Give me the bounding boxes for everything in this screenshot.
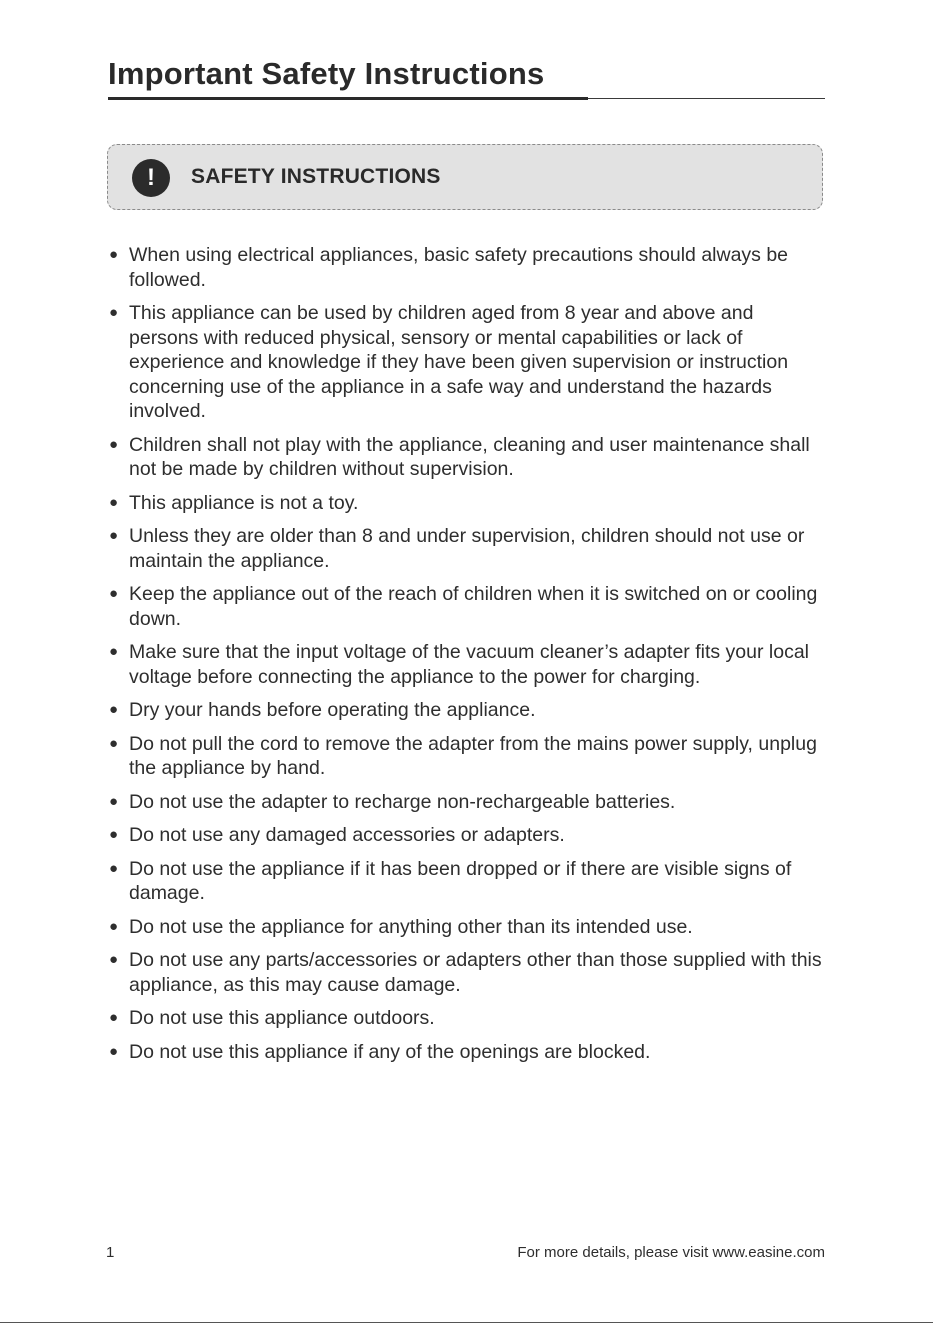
list-item [104, 790, 824, 815]
bullet-icon: ● [109, 1042, 119, 1060]
list-item-text: Do not use the adapter to recharge non-rechargeable batteries. [129, 790, 676, 813]
list-item-text: Make sure that the input voltage of the vacuum cleaner’s adapter fits your local voltage before connecting the appliance to the power for charging. [129, 641, 809, 688]
list-item-text: Do not pull the cord to remove the adapter from the mains power supply, unplug the appliance by hand. [129, 732, 817, 779]
bullet-icon: ● [109, 701, 119, 718]
page-title: Important Safety Instructions [108, 56, 545, 91]
bullet-icon: ● [109, 435, 119, 453]
list-item-text: This appliance can be used by children aged from 8 year and above and persons with reduced physical, sensory or mental capabilities or lack of experience and knowledge if they have been given supervision or instruction concerning use of the appliance in a safe way and understand the hazards involved. [129, 302, 789, 422]
safety-instructions-banner [107, 144, 823, 210]
list-item [104, 301, 824, 424]
bullet-icon: ● [109, 643, 119, 660]
list-item-text: Do not use any parts/accessories or adapters other than those supplied with this appliance, as this may cause damage. [129, 949, 822, 996]
bullet-icon: ● [109, 246, 119, 263]
list-item [104, 948, 824, 997]
list-item-text: Do not use the appliance if it has been dropped or if there are visible signs of damage. [129, 857, 792, 904]
bullet-icon: ● [109, 527, 119, 544]
footer-website-note: For more details, please visit www.easine.com [517, 1244, 825, 1261]
bullet-icon: ● [109, 585, 119, 602]
bullet-icon: ● [109, 1009, 119, 1026]
bullet-icon: ● [109, 792, 119, 810]
bullet-icon: ● [109, 826, 119, 843]
bullet-icon: ● [109, 304, 119, 321]
list-item-text: When using electrical appliances, basic safety precautions should always be followed. [129, 244, 789, 291]
list-item [104, 243, 824, 292]
safety-instructions-list [104, 243, 824, 1073]
list-item [104, 857, 824, 906]
list-item-text: Do not use this appliance if any of the openings are blocked. [129, 1040, 651, 1063]
list-item-text: Children shall not play with the appliance, cleaning and user maintenance shall not be made by children without supervision. [129, 433, 810, 480]
bullet-icon: ● [109, 493, 119, 511]
list-item [104, 491, 824, 516]
bullet-icon: ● [109, 734, 119, 752]
bullet-icon: ● [109, 917, 119, 935]
list-item-text: Do not use this appliance outdoors. [129, 1007, 435, 1029]
list-item [104, 524, 824, 573]
page-number: 1 [106, 1244, 115, 1261]
list-item [104, 698, 824, 723]
list-item [104, 1006, 824, 1031]
list-item [104, 640, 824, 689]
exclamation-icon: ! [132, 159, 170, 197]
list-item [104, 433, 824, 482]
title-underline [108, 97, 588, 100]
list-item-text: Do not use the appliance for anything other than its intended use. [129, 915, 693, 938]
list-item-text: This appliance is not a toy. [129, 491, 359, 514]
list-item [104, 915, 824, 940]
list-item [104, 732, 824, 781]
list-item [104, 1040, 824, 1065]
list-item-text: Dry your hands before operating the appliance. [129, 699, 536, 721]
list-item-text: Keep the appliance out of the reach of children when it is switched on or cooling down. [129, 583, 818, 630]
bullet-icon: ● [109, 951, 119, 968]
page-bottom-edge [0, 1322, 933, 1323]
safety-instructions-heading: SAFETY INSTRUCTIONS [191, 165, 441, 188]
list-item-text: Do not use any damaged accessories or adapters. [129, 824, 565, 846]
list-item [104, 582, 824, 631]
bullet-icon: ● [109, 859, 119, 877]
list-item [104, 823, 824, 848]
list-item-text: Unless they are older than 8 and under supervision, children should not use or maintain the appliance. [129, 525, 805, 572]
